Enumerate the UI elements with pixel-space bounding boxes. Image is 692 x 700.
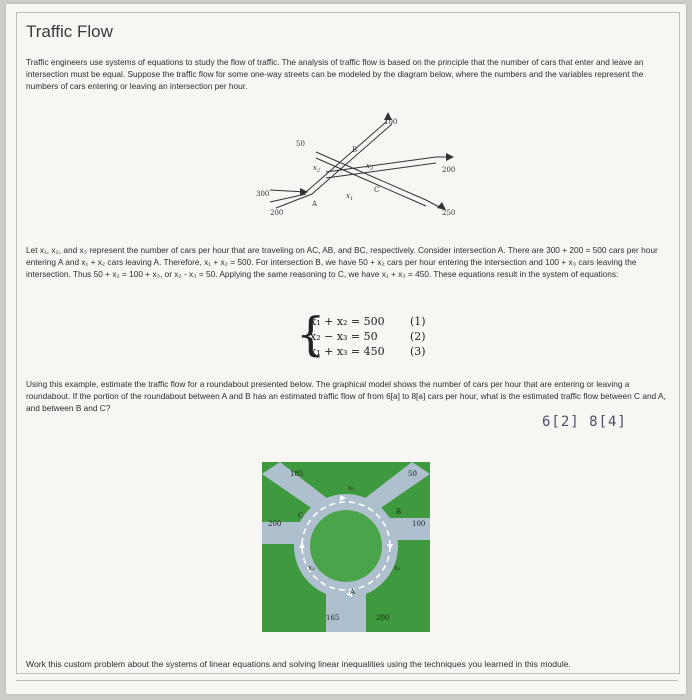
label-x1-rb: x₁ — [394, 564, 401, 572]
label-C-rb: C — [298, 512, 304, 520]
brace-glyph: { — [296, 307, 326, 361]
label-200-right: 200 — [442, 166, 456, 174]
worksheet-page — [6, 4, 686, 694]
equation-3-number: (3) — [410, 345, 426, 358]
label-200-rb-bottom: 200 — [376, 614, 390, 622]
equation-3: x₁ + x₃ = 450 — [310, 345, 385, 358]
label-165: 165 — [326, 614, 340, 622]
label-100-rb: 100 — [412, 520, 426, 528]
equation-1: x₁ + x₂ = 500 — [310, 315, 385, 328]
explanation-paragraph: Let x₁, x₂, and x₃ represent the number of cars per hour that are traveling on AC, AB, and BC, respectively. Consider intersection A. There are 300 + 200 = 500 cars per hour entering A and x₁ + x₂ cars leaving A. Therefore, x₁ + x₂ = 500. For intersection B, we have 50 + x₂ cars per hour entering the intersection and 100 + x₃ cars leaving the intersection. Thus 50 + x₂ = 100 + x₃, or x₂ - x₃ = 50. Applying the same reasoning to C, we have x₁ + x₃ = 450. These equations result in the system of equations: — [26, 245, 658, 279]
label-300: 300 — [256, 190, 270, 198]
label-100: 100 — [384, 118, 398, 126]
label-x3: $x_3$ — [366, 162, 374, 172]
bottom-frame-edge — [16, 680, 678, 695]
label-A: A — [312, 200, 318, 208]
label-A-rb: A — [350, 588, 356, 596]
street-diagram — [256, 112, 476, 222]
roundabout-diagram — [262, 462, 430, 632]
label-x2-rb: x₂ — [348, 484, 355, 492]
roundabout-center-island — [310, 510, 382, 582]
label-50: 50 — [296, 140, 305, 148]
question-paragraph: Using this example, estimate the traffic flow for a roundabout presented below. The graphical model shows the number of cars per hour that are entering or leaving a roundabout. If the portion of the roundabout between A and B has an estimated traffic flow of from 6[a] to 8[a] cars per hour, what is the estimated traffic flow between C and A, and between B and C? — [26, 379, 666, 413]
handwritten-answer: 6[2] 8[4] — [542, 414, 627, 430]
label-B-rb: B — [396, 508, 402, 516]
intro-paragraph: Traffic engineers use systems of equations to study the flow of traffic. The analysis of traffic flow is based on the principle that the number of cars that enter and leave an intersection must be equal. Suppose the traffic flow for some one-way streets can be modeled by the diagram below, where the numbers and the variables represent the numbers of cars entering or leaving an intersection per hour. — [26, 57, 644, 91]
label-C: C — [374, 186, 380, 194]
footer-instruction: Work this custom problem about the systems of linear equations and solving linear inequalities using the techniques you learned in this module. — [26, 659, 571, 669]
label-200-rb-left: 200 — [268, 520, 282, 528]
label-185: 185 — [290, 470, 304, 478]
label-250: 250 — [442, 209, 456, 217]
label-x1: $x_1$ — [346, 192, 354, 202]
equation-2: x₂ − x₃ = 50 — [310, 330, 378, 343]
label-50-rb: 50 — [408, 470, 417, 478]
label-B: B — [352, 146, 358, 154]
equation-1-number: (1) — [410, 315, 426, 328]
label-x3-rb: x₃ — [308, 564, 315, 572]
equation-2-number: (2) — [410, 330, 426, 343]
label-x2: $x_2$ — [313, 164, 321, 174]
page-title: Traffic Flow — [26, 22, 113, 41]
label-200-left: 200 — [270, 209, 284, 217]
